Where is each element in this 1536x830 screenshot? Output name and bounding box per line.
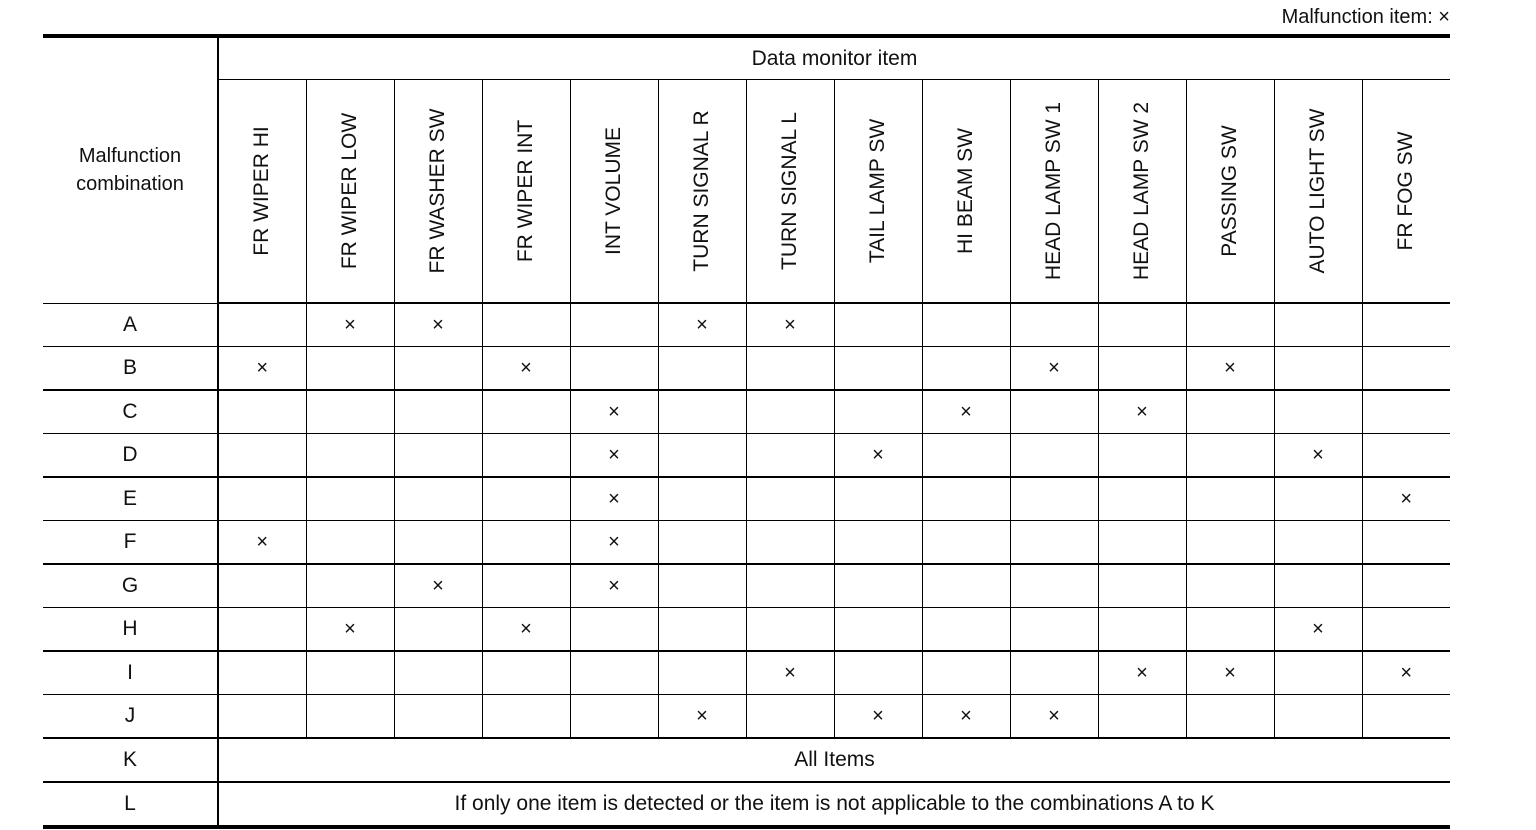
empty-cell [1098,347,1186,391]
column-header [1362,80,1450,304]
empty-cell [1186,564,1274,608]
empty-cell [306,564,394,608]
column-header [394,80,482,304]
empty-cell [1362,564,1450,608]
malfunction-mark: × [394,564,482,608]
malfunction-mark: × [1010,347,1098,391]
column-header-label: TAIL LAMP SW [866,118,889,264]
malfunction-mark: × [394,303,482,347]
empty-cell [482,434,570,478]
empty-cell [1186,390,1274,434]
table-row [43,347,1450,391]
empty-cell [1186,477,1274,521]
empty-cell [834,651,922,695]
column-header [218,80,306,304]
malfunction-mark: × [834,695,922,739]
column-header [834,80,922,304]
empty-cell [218,303,306,347]
empty-cell [218,434,306,478]
malfunction-mark: × [1186,651,1274,695]
empty-cell [1186,521,1274,565]
empty-cell [1274,695,1362,739]
empty-cell [570,608,658,652]
empty-cell [306,434,394,478]
empty-cell [922,651,1010,695]
empty-cell [394,347,482,391]
malfunction-combination-header: Malfunction combination [43,36,218,303]
malfunction-mark: × [218,521,306,565]
row-label: G [43,564,218,608]
column-header [658,80,746,304]
empty-cell [1274,521,1362,565]
empty-cell [658,390,746,434]
empty-cell [1098,608,1186,652]
data-monitor-item-header: Data monitor item [218,36,1450,80]
empty-cell [1098,695,1186,739]
column-header-label: HEAD LAMP SW 2 [1130,101,1153,281]
malfunction-mark: × [218,347,306,391]
empty-cell [746,477,834,521]
malfunction-mark: × [482,608,570,652]
row-label: C [43,390,218,434]
column-header [1098,80,1186,304]
column-header-label: FR WASHER SW [426,108,449,274]
malfunction-mark: × [1098,390,1186,434]
empty-cell [746,347,834,391]
empty-cell [922,434,1010,478]
malfunction-mark: × [570,390,658,434]
empty-cell [218,695,306,739]
column-header-label: FR WIPER LOW [338,112,361,270]
empty-cell [1362,521,1450,565]
table-row [43,564,1450,608]
malfunction-mark: × [1010,695,1098,739]
row-label: A [43,303,218,347]
malfunction-mark: × [306,303,394,347]
empty-cell [1274,347,1362,391]
malfunction-mark: × [1362,651,1450,695]
malfunction-mark: × [922,695,1010,739]
empty-cell [394,477,482,521]
empty-cell [834,303,922,347]
table-row [43,390,1450,434]
malfunction-mark: × [834,434,922,478]
empty-cell [922,347,1010,391]
empty-cell [570,303,658,347]
empty-cell [1186,303,1274,347]
empty-cell [218,608,306,652]
empty-cell [1010,651,1098,695]
empty-cell [394,608,482,652]
empty-cell [482,651,570,695]
malfunction-mark: × [1274,608,1362,652]
empty-cell [306,651,394,695]
table-row [43,303,1450,347]
malfunction-mark: × [570,477,658,521]
empty-cell [218,390,306,434]
empty-cell [658,477,746,521]
column-header-label: AUTO LIGHT SW [1306,108,1329,274]
column-header-label: FR FOG SW [1394,131,1418,251]
table-row [43,695,1450,739]
table-row [43,651,1450,695]
table-row [43,477,1450,521]
empty-cell [218,651,306,695]
empty-cell [1274,651,1362,695]
malfunction-mark: × [570,434,658,478]
empty-cell [1098,434,1186,478]
empty-cell [1098,477,1186,521]
empty-cell [482,303,570,347]
malfunction-mark: × [1362,477,1450,521]
empty-cell [306,477,394,521]
column-header [1274,80,1362,304]
empty-cell [834,477,922,521]
empty-cell [306,347,394,391]
malfunction-mark: × [922,390,1010,434]
empty-cell [658,434,746,478]
malfunction-mark: × [658,303,746,347]
empty-cell [1362,303,1450,347]
column-header-label: INT VOLUME [602,127,625,255]
column-header [482,80,570,304]
empty-cell [482,564,570,608]
empty-cell [834,564,922,608]
empty-cell [218,564,306,608]
empty-cell [394,434,482,478]
column-header-label: PASSING SW [1218,125,1241,257]
empty-cell [482,695,570,739]
empty-cell [1362,695,1450,739]
empty-cell [746,564,834,608]
empty-cell [570,695,658,739]
empty-cell [1098,564,1186,608]
empty-cell [658,347,746,391]
empty-cell [394,695,482,739]
malfunction-combination-table [43,34,1450,829]
column-header [746,80,834,304]
empty-cell [1186,608,1274,652]
malfunction-mark: × [746,303,834,347]
row-label: B [43,347,218,391]
empty-cell [1362,608,1450,652]
column-header-label: TURN SIGNAL L [778,112,801,270]
empty-cell [306,695,394,739]
row-label: E [43,477,218,521]
empty-cell [834,608,922,652]
empty-cell [746,434,834,478]
row-label: L [43,782,218,827]
empty-cell [482,521,570,565]
empty-cell [1362,390,1450,434]
column-header [1010,80,1098,304]
column-header [1186,80,1274,304]
empty-cell [394,390,482,434]
empty-cell [1010,434,1098,478]
empty-cell [1098,521,1186,565]
empty-cell [658,651,746,695]
column-header [570,80,658,304]
empty-cell [1010,303,1098,347]
empty-cell [1362,434,1450,478]
empty-cell [1274,390,1362,434]
empty-cell [1010,390,1098,434]
empty-cell [1010,477,1098,521]
row-label: H [43,608,218,652]
empty-cell [1098,303,1186,347]
malfunction-mark: × [746,651,834,695]
empty-cell [834,390,922,434]
row-label: I [43,651,218,695]
malfunction-mark: × [1274,434,1362,478]
column-header [922,80,1010,304]
empty-cell [1274,477,1362,521]
empty-cell [746,390,834,434]
column-header-label: HEAD LAMP SW 1 [1042,101,1065,281]
empty-cell [482,477,570,521]
empty-cell [1010,564,1098,608]
row-label: K [43,738,218,782]
table-row [43,608,1450,652]
empty-cell [746,608,834,652]
malfunction-mark: × [570,521,658,565]
malfunction-mark: × [1186,347,1274,391]
empty-cell [922,564,1010,608]
empty-cell [306,521,394,565]
empty-cell [394,521,482,565]
empty-cell [746,695,834,739]
column-header-label: TURN SIGNAL R [690,110,713,272]
empty-cell [570,347,658,391]
legend: Malfunction item: × [1281,6,1450,28]
empty-cell [1274,564,1362,608]
empty-cell [1274,303,1362,347]
empty-cell [922,521,1010,565]
row-label: J [43,695,218,739]
empty-cell [922,303,1010,347]
column-header-label: FR WIPER INT [514,119,537,263]
column-header-label: HI BEAM SW [954,127,977,255]
table-row [43,434,1450,478]
malfunction-mark: × [306,608,394,652]
empty-cell [570,651,658,695]
empty-cell [834,521,922,565]
empty-cell [658,608,746,652]
empty-cell [1362,347,1450,391]
empty-cell [1186,434,1274,478]
empty-cell [1010,521,1098,565]
empty-cell [306,390,394,434]
empty-cell [922,608,1010,652]
empty-cell [746,521,834,565]
malfunction-mark: × [1098,651,1186,695]
empty-cell [218,477,306,521]
column-header-label: FR WIPER HI [250,126,274,256]
table-row [43,782,1450,827]
empty-cell [834,347,922,391]
table-row [43,738,1450,782]
empty-cell [482,390,570,434]
span-row-text: All Items [218,738,1450,782]
empty-cell [1010,608,1098,652]
table-row [43,521,1450,565]
span-row-text: If only one item is detected or the item is not applicable to the combinations A to K [218,782,1450,827]
empty-cell [922,477,1010,521]
row-label: F [43,521,218,565]
row-label: D [43,434,218,478]
empty-cell [1186,695,1274,739]
empty-cell [658,564,746,608]
empty-cell [394,651,482,695]
malfunction-mark: × [658,695,746,739]
malfunction-mark: × [570,564,658,608]
empty-cell [658,521,746,565]
malfunction-mark: × [482,347,570,391]
column-header [306,80,394,304]
